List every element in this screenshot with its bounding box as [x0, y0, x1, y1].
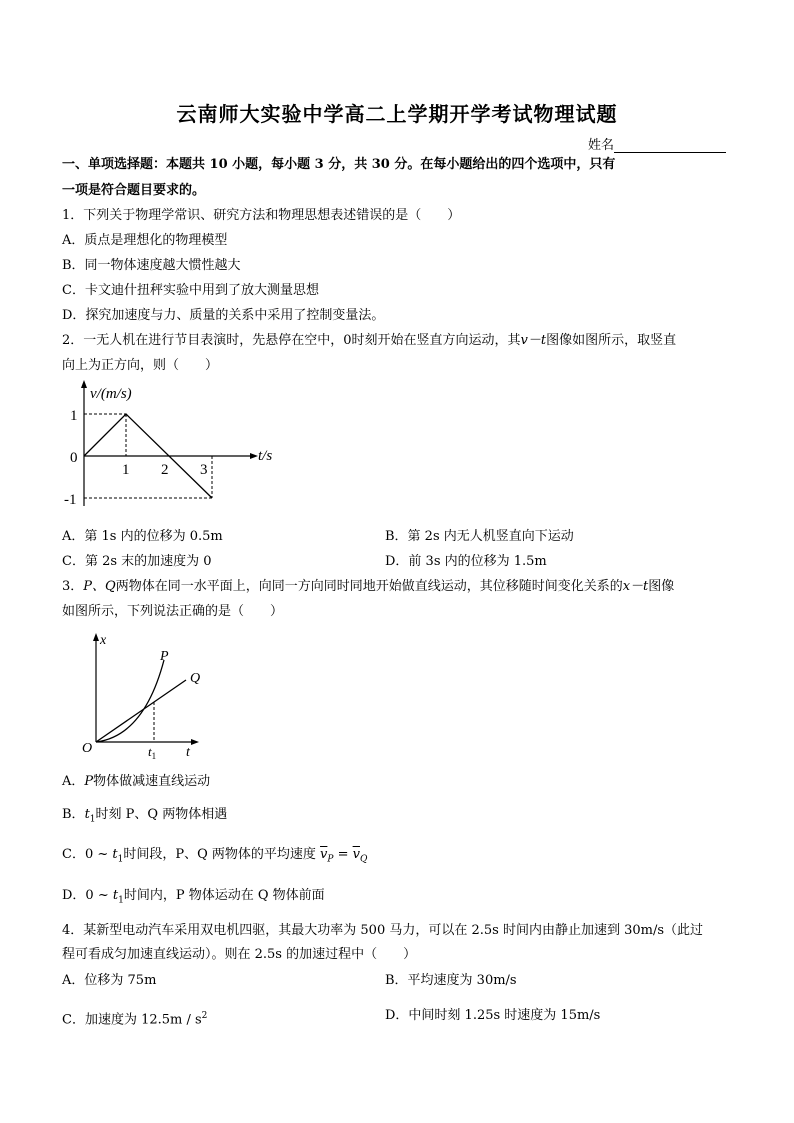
q3-stem-c: 图像 — [648, 579, 675, 594]
q3-c-var: t — [112, 847, 118, 862]
q3-option-d — [62, 887, 325, 910]
section-heading-line1: 一、单项选择题：本题共 10 小题，每小题 3 分，共 30 分。在每小题给出的四个选项中，只有 — [62, 157, 616, 172]
q2-x-tick-1: 1 — [122, 462, 130, 478]
q3-c-eq-right-sub: Q — [359, 854, 368, 865]
q3-t1-label — [148, 744, 156, 760]
q3-stem-line2: 如图所示，下列说法正确的是（ ） — [62, 604, 284, 619]
q3-stem-b: 两物体在同一水平面上，向同一方向同时同地开始做直线运动，其位移随时间变化关系的 — [115, 579, 623, 594]
q3-c-eq-left-sub: P — [327, 854, 334, 865]
q3-option-b — [62, 806, 227, 829]
q3-y-arrow — [93, 633, 99, 641]
q3-a-var: P — [84, 774, 94, 789]
q4-option-c — [62, 1007, 207, 1029]
q2-x-label: t/s — [258, 448, 273, 464]
q3-x-label: t — [186, 745, 190, 760]
q3-stem-xt: x－t — [622, 579, 649, 594]
q2-stem-line2: 向上为正方向，则（ ） — [62, 358, 219, 373]
q3-c-mid: 时间段，P、Q 两物体的平均速度 — [123, 847, 321, 862]
q2-y-tick-neg1: -1 — [64, 492, 77, 508]
q2-x-arrow — [250, 453, 258, 459]
q4-stem-line2: 程可看成匀加速直线运动）。则在 2.5s 的加速过程中（ ） — [62, 947, 417, 962]
q3-curve-p-label: P — [160, 649, 169, 664]
name-field — [588, 134, 726, 153]
q3-origin: O — [82, 741, 93, 756]
q2-y-tick-0: 0 — [70, 450, 78, 466]
q4-c-pre: C．加速度为 12.5m / s — [62, 1012, 202, 1028]
q3-x-arrow — [191, 739, 199, 745]
q4-stem-line1: 4．某新型电动汽车采用双电机四驱，其最大功率为 500 马力，可以在 2.5s 时间内由静止加速到 30m/s（此过 — [62, 923, 704, 938]
q2-option-a: A．第 1s 内的位移为 0.5m — [62, 529, 223, 544]
q3-stem-line1 — [62, 578, 674, 596]
q1-option-b: B．同一物体速度越大惯性越大 — [62, 258, 241, 273]
q3-t1-sub: 1 — [151, 751, 157, 760]
q2-stem-line1 — [62, 332, 676, 350]
q2-option-c: C．第 2s 末的加速度为 0 — [62, 554, 212, 569]
q2-vt-graph — [62, 378, 282, 520]
q3-d-sub: 1 — [118, 895, 124, 906]
q3-c-sub: 1 — [117, 854, 124, 865]
q2-y-tick-1: 1 — [70, 408, 78, 424]
q3-line-q — [96, 680, 186, 742]
q2-stem-part-b: 图像如图所示，取竖直 — [546, 333, 677, 348]
name-label: 姓名 — [588, 138, 615, 153]
q2-stem-part-a: 2．一无人机在进行节目表演时，先悬停在空中，0时刻开始在竖直方向运动，其 — [62, 333, 521, 348]
q3-c-pre: C．0 ~ — [62, 847, 113, 862]
q1-option-a: A．质点是理想化的物理模型 — [62, 233, 228, 248]
q3-a-post: 物体做减速直线运动 — [93, 774, 211, 789]
q3-stem-a: 3． — [62, 579, 84, 594]
q3-xt-graph — [82, 630, 212, 760]
q2-x-tick-3: 3 — [200, 462, 208, 478]
name-blank — [614, 138, 726, 153]
q3-b-var: t — [84, 807, 90, 822]
q1-option-d: D．探究加速度与力、质量的关系中采用了控制变量法。 — [62, 308, 385, 323]
q3-c-eq: = — [333, 847, 353, 862]
q3-b-sub: 1 — [89, 814, 96, 825]
q2-y-label: v/(m/s) — [90, 386, 132, 402]
q3-y-label: x — [100, 633, 107, 648]
q1-option-c: C．卡文迪什扭秤实验中用到了放大测量思想 — [62, 283, 319, 298]
q3-b-post: 时刻 P、Q 两物体相遇 — [95, 807, 228, 822]
q3-t1-var: t — [148, 744, 152, 759]
q4-option-d: D．中间时刻 1.25s 时速度为 15m/s — [385, 1008, 601, 1023]
q4-option-b: B．平均速度为 30m/s — [385, 973, 517, 988]
q4-option-a: A．位移为 75m — [62, 973, 157, 988]
q2-option-b: B．第 2s 内无人机竖直向下运动 — [385, 529, 574, 544]
q2-x-tick-2: 2 — [161, 462, 169, 478]
section-heading-line2: 一项是符合题目要求的。 — [62, 183, 206, 198]
q3-d-var: t — [112, 888, 119, 903]
q3-line-q-label: Q — [190, 671, 201, 686]
q4-c-sup: 2 — [201, 1011, 208, 1021]
q2-stem-vt: v－t — [520, 333, 547, 348]
page-title: 云南师大实验中学高二上学期开学考试物理试题 — [176, 102, 618, 126]
q3-b-pre: B． — [62, 807, 85, 822]
q3-d-pre: D．0 ~ — [62, 888, 113, 903]
q3-option-a — [62, 773, 210, 791]
q1-stem: 1．下列关于物理学常识、研究方法和物理思想表述错误的是（ ） — [62, 208, 461, 223]
q3-stem-pq: P、Q — [83, 579, 116, 594]
q3-option-c — [62, 846, 367, 869]
q3-d-post: 时间内，P 物体运动在 Q 物体前面 — [123, 888, 325, 903]
q2-y-arrow — [81, 380, 87, 388]
q3-c-eq-left: $\overline{v}$ — [320, 847, 328, 862]
q2-option-d: D．前 3s 内的位移为 1.5m — [385, 554, 547, 569]
q3-a-pre: A． — [62, 774, 85, 789]
q3-c-eq-right: $\overline{v}$ — [352, 847, 360, 862]
